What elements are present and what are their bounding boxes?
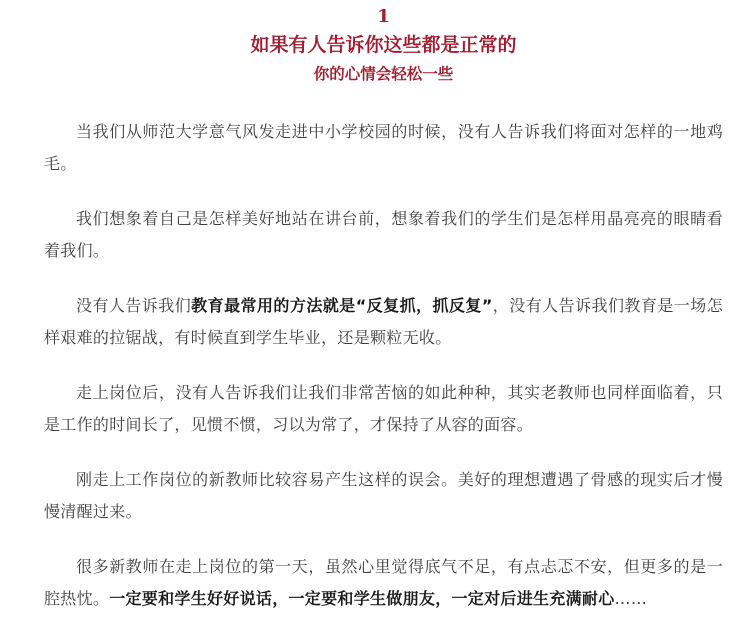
paragraph-5: 刚走上工作岗位的新教师比较容易产生这样的误会。美好的理想遭遇了骨感的现实后才慢慢清醒过来。 (44, 470, 723, 521)
paragraph-3-text: 没有人告诉我们 (76, 296, 192, 315)
article-body (44, 116, 723, 615)
paragraph-6-ellipsis: …… (614, 589, 648, 608)
paragraph-3-text-rest: ，没有人告诉我们教育是一场怎样艰难的拉锯战，有时候直到学生毕业，还是颗粒无收。 (44, 296, 723, 347)
section-title: 如果有人告诉你这些都是正常的 (250, 34, 517, 56)
paragraph-3-emphasis: 教育最常用的方法就是“反复抓，抓反复” (191, 296, 493, 315)
section-subtitle: 你的心情会轻松一些 (313, 65, 454, 83)
section-number: 1 (377, 6, 390, 27)
paragraph-6-text: 很多新教师在走上岗位的第一天，虽然心里觉得底气不足，有点忐忑不安，但更多的是一腔热忱。 (44, 557, 723, 608)
paragraph-6-emphasis: 一定要和学生好好说话，一定要和学生做朋友，一定对后进生充满耐心 (109, 589, 615, 608)
paragraph-2: 我们想象着自己是怎样美好地站在讲台前，想象着我们的学生们是怎样用晶亮亮的眼睛看着我们。 (44, 209, 723, 260)
paragraph-3 (44, 290, 723, 354)
paragraph-1: 当我们从师范大学意气风发走进中小学校园的时候，没有人告诉我们将面对怎样的一地鸡毛。 (44, 122, 723, 173)
paragraph-6 (44, 551, 723, 615)
section-header (44, 0, 723, 86)
paragraph-4: 走上岗位后，没有人告诉我们让我们非常苦恼的如此种种，其实老教师也同样面临着，只是工作的时间长了，见惯不惯，习以为常了，才保持了从容的面容。 (44, 383, 723, 434)
